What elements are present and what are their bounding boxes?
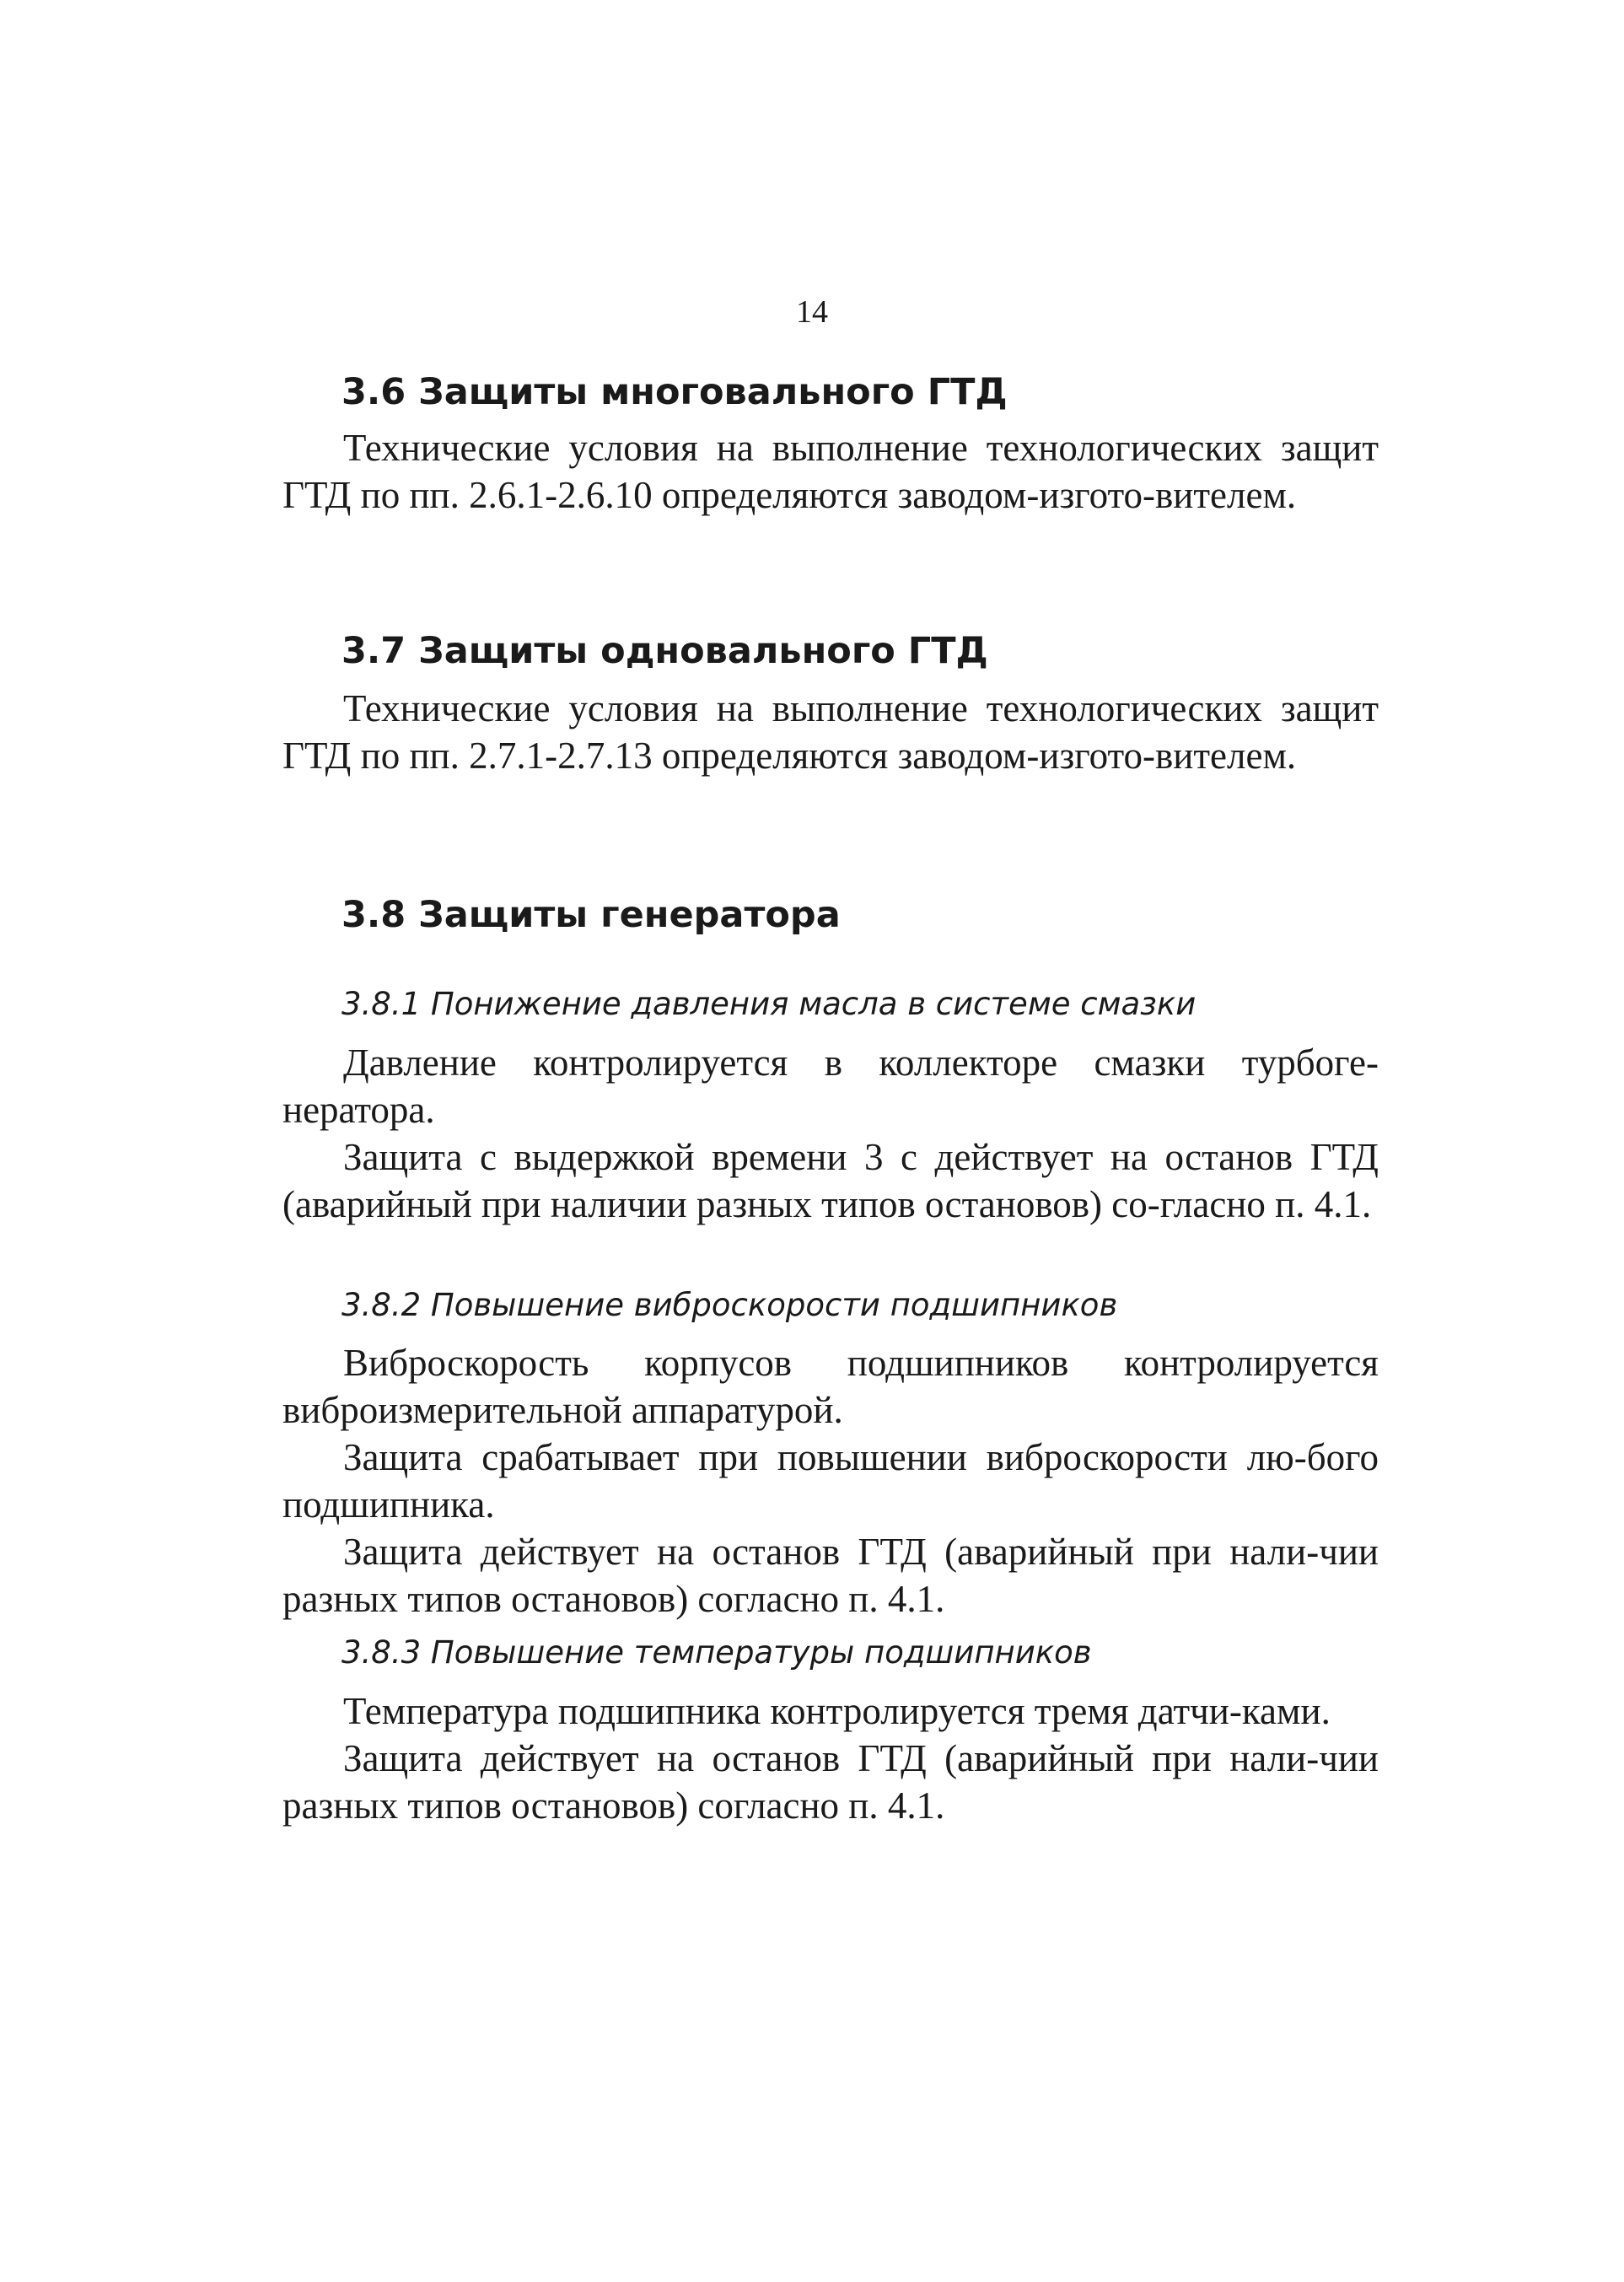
subsection-3-8-1-paragraph-2: Защита с выдержкой времени 3 с действует на останов ГТД (аварийный при наличии разных типов остановов) со-гласно п. 4.1.	[282, 1136, 1379, 1225]
subsection-3-8-1-paragraph-1: Давление контролируется в коллекторе смазки турбоге-нератора.	[282, 1041, 1379, 1131]
subsection-3-8-3-heading: 3.8.3 Повышение температуры подшипников	[341, 1634, 1092, 1671]
subsection-3-8-1-heading: 3.8.1 Понижение давления масла в системе смазки	[341, 986, 1196, 1022]
section-3-7-paragraph: Технические условия на выполнение технологических защит ГТД по пп. 2.7.1-2.7.13 определяются заводом-изгото-вителем.	[282, 687, 1379, 777]
section-3-6-heading: 3.6 Защиты многовального ГТД	[341, 371, 1008, 413]
section-3-6-paragraph: Технические условия на выполнение технологических защит ГТД по пп. 2.6.1-2.6.10 определяются заводом-изгото-вителем.	[282, 427, 1379, 516]
subsection-3-8-2-paragraph-3: Защита действует на останов ГТД (аварийный при нали-чии разных типов остановов) согласно п. 4.1.	[282, 1531, 1379, 1620]
subsection-3-8-1-body	[282, 1039, 1379, 1228]
section-3-6-body	[282, 424, 1379, 519]
subsection-3-8-2-paragraph-1: Виброскорость корпусов подшипников контролируется виброизмерительной аппаратурой.	[282, 1342, 1379, 1431]
section-3-8-heading: 3.8 Защиты генератора	[341, 894, 841, 936]
subsection-3-8-2-paragraph-2: Защита срабатывает при повышении виброскорости лю-бого подшипника.	[282, 1436, 1379, 1526]
subsection-3-8-3-body	[282, 1687, 1379, 1829]
page-number: 14	[796, 294, 828, 330]
subsection-3-8-3-paragraph-1: Температура подшипника контролируется тремя датчи-ками.	[343, 1690, 1331, 1732]
section-3-7-heading: 3.7 Защиты одновального ГТД	[341, 630, 988, 672]
subsection-3-8-2-body	[282, 1339, 1379, 1623]
subsection-3-8-3-paragraph-2: Защита действует на останов ГТД (аварийный при нали-чии разных типов остановов) согласно п. 4.1.	[282, 1737, 1379, 1827]
subsection-3-8-2-heading: 3.8.2 Повышение виброскорости подшипников	[341, 1287, 1118, 1323]
section-3-7-body	[282, 685, 1379, 779]
